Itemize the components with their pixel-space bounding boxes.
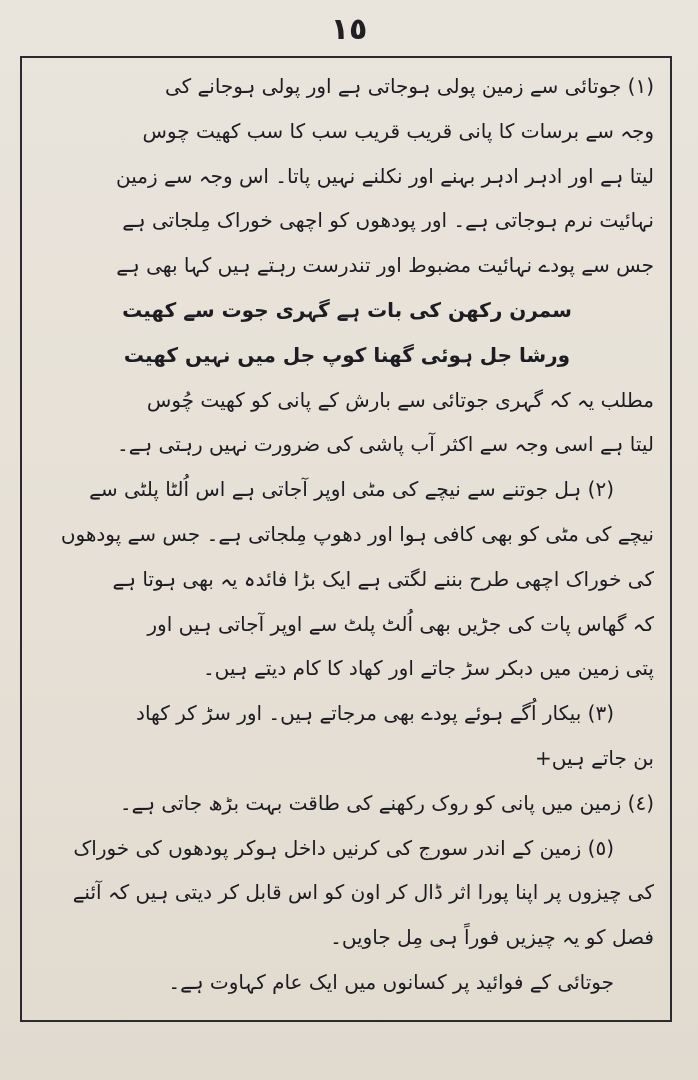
text-line: (٣) بیکار اُگے ہوئے پودے بھی مرجاتے ہیں۔ اور سڑ کر کھاد [136, 701, 614, 726]
text-line: کی خوراک اچھی طرح بننے لگتی ہے ایک بڑا فائدہ یہ بھی ہوتا ہے [112, 566, 654, 591]
text-line: کی چیزوں پر اپنا پورا اثر ڈال کر اون کو اس قابل کر دیتی ہیں کہ آئنے [72, 880, 654, 905]
text-line: لیتا ہے اور ادہر ادہر بہنے اور نکلنے نہیں پاتا۔ اس وجہ سے زمین [116, 163, 654, 188]
text-line: نیچے کی مٹی کو بھی کافی ہوا اور دھوپ مِلجاتی ہے۔ جس سے پودھوں [60, 521, 654, 546]
text-line: (٥) زمین کے اندر سورج کی کرنیں داخل ہوکر پودھوں کی خوراک [73, 835, 614, 860]
text-line: بن جاتے ہیں+ [535, 745, 654, 770]
text-line: پتی زمین میں دبکر سڑ جاتے اور کھاد کا کام دیتے ہیں۔ [202, 656, 654, 681]
text-line: مطلب یہ کہ گہری جوتائی سے بارش کے پانی کو کھیت چُوس [146, 387, 654, 412]
text-line: جوتائی کے فوائید پر کسانوں میں ایک عام کہاوت ہے۔ [168, 969, 614, 994]
page-number: ١٥ [330, 12, 368, 47]
text-line: کہ گھاس پات کی جڑیں بھی اُلٹ پلٹ سے اوپر آجاتی ہیں اور [147, 611, 654, 636]
verse-line: ورشا جل ہوئی گھنا کوپ جل میں نہیں کھیت [123, 342, 571, 367]
text-line: جس سے پودے نہائیت مضبوط اور تندرست رہتے ہیں کہا بھی ہے [116, 253, 654, 278]
text-line: وجہ سے برسات کا پانی قریب قریب سب کا سب کھیت چوس [142, 118, 654, 143]
text-line: (١) جوتائی سے زمین پولی ہوجاتی ہے اور پولی ہوجانے کی [164, 74, 654, 98]
text-line: فصل کو یہ چیزیں فوراً ہی مِل جاویں۔ [330, 925, 654, 950]
text-line: لیتا ہے اسی وجہ سے اکثر آب پاشی کی ضرورت نہیں رہتی ہے۔ [117, 432, 654, 457]
text-line: (٤) زمین میں پانی کو روک رکھنے کی طاقت بہت بڑھ جاتی ہے۔ [119, 790, 654, 815]
page-body-text [40, 64, 654, 1005]
text-line: (٢) ہل جوتنے سے نیچے کی مٹی اوپر آجاتی ہے اس اُلٹا پلٹی سے [89, 477, 614, 502]
text-line: نہائیت نرم ہوجاتی ہے۔ اور پودھوں کو اچھی خوراک مِلجاتی ہے [122, 208, 654, 233]
verse-line: سمرن رکھن کی بات ہے گہری جوت سے کھیت [122, 297, 572, 322]
